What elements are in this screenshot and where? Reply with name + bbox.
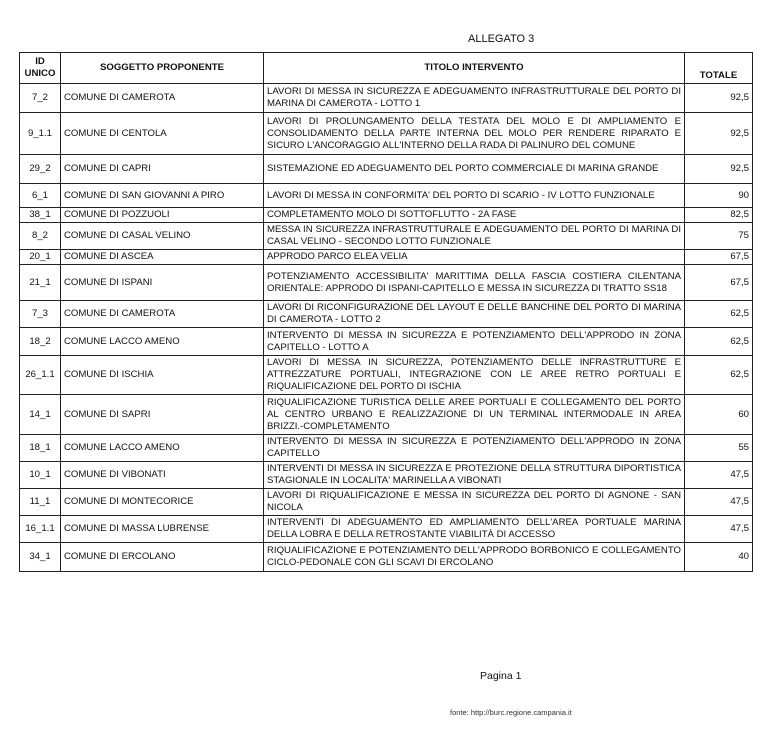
cell-id: 10_1 xyxy=(20,462,61,489)
cell-soggetto: COMUNE DI ASCEA xyxy=(61,250,264,265)
cell-id: 7_3 xyxy=(20,301,61,328)
cell-soggetto: COMUNE DI CENTOLA xyxy=(61,113,264,155)
column-header-id-line2: UNICO xyxy=(24,68,56,79)
cell-id: 26_1.1 xyxy=(20,356,61,395)
cell-totale: 47,5 xyxy=(685,489,753,516)
cell-id: 29_2 xyxy=(20,155,61,184)
cell-soggetto: COMUNE DI ISCHIA xyxy=(61,356,264,395)
cell-totale: 62,5 xyxy=(685,356,753,395)
cell-id: 7_2 xyxy=(20,84,61,113)
table-row xyxy=(20,223,753,250)
cell-totale: 75 xyxy=(685,223,753,250)
cell-titolo: APPRODO PARCO ELEA VELIA xyxy=(264,250,685,265)
cell-soggetto: COMUNE DI ISPANI xyxy=(61,265,264,301)
cell-id: 21_1 xyxy=(20,265,61,301)
cell-soggetto: COMUNE DI MONTECORICE xyxy=(61,489,264,516)
cell-soggetto: COMUNE DI CAMEROTA xyxy=(61,84,264,113)
table-row xyxy=(20,84,753,113)
cell-titolo: LAVORI DI RIQUALIFICAZIONE E MESSA IN SICUREZZA DEL PORTO DI AGNONE - SAN NICOLA xyxy=(264,489,685,516)
allegato-label: ALLEGATO 3 xyxy=(468,33,535,45)
table-row xyxy=(20,155,753,184)
cell-titolo: RIQUALIFICAZIONE TURISTICA DELLE AREE PORTUALI E COLLEGAMENTO DEL PORTO AL CENTRO URBANO E REALIZZAZIONE DI UN TERMINAL INTERMODALE IN AREA BRIZZI.-COMPLETAMENTO xyxy=(264,395,685,435)
table-row xyxy=(20,516,753,543)
cell-totale: 67,5 xyxy=(685,250,753,265)
cell-titolo: LAVORI DI MESSA IN CONFORMITA' DEL PORTO DI SCARIO - IV LOTTO FUNZIONALE xyxy=(264,184,685,208)
cell-titolo: LAVORI DI RICONFIGURAZIONE DEL LAYOUT E DELLE BANCHINE DEL PORTO DI MARINA DI CAMEROTA - LOTTO 2 xyxy=(264,301,685,328)
cell-id: 8_2 xyxy=(20,223,61,250)
table-row xyxy=(20,328,753,356)
cell-totale: 62,5 xyxy=(685,301,753,328)
cell-soggetto: COMUNE DI SAPRI xyxy=(61,395,264,435)
cell-id: 18_1 xyxy=(20,435,61,462)
table-row xyxy=(20,395,753,435)
cell-titolo: SISTEMAZIONE ED ADEGUAMENTO DEL PORTO COMMERCIALE DI MARINA GRANDE xyxy=(264,155,685,184)
cell-id: 11_1 xyxy=(20,489,61,516)
table-row xyxy=(20,184,753,208)
cell-totale: 92,5 xyxy=(685,113,753,155)
column-header-soggetto: SOGGETTO PROPONENTE xyxy=(61,53,264,84)
table-row xyxy=(20,462,753,489)
table-header-row xyxy=(20,53,753,84)
cell-soggetto: COMUNE LACCO AMENO xyxy=(61,328,264,356)
cell-titolo: INTERVENTI DI MESSA IN SICUREZZA E PROTEZIONE DELLA STRUTTURA DIPORTISTICA STAGIONALE IN LOCALITA' MARINELLA A VIBONATI xyxy=(264,462,685,489)
cell-titolo: COMPLETAMENTO MOLO DI SOTTOFLUTTO - 2A FASE xyxy=(264,208,685,223)
cell-id: 20_1 xyxy=(20,250,61,265)
cell-soggetto: COMUNE DI VIBONATI xyxy=(61,462,264,489)
table-row xyxy=(20,113,753,155)
cell-soggetto: COMUNE DI CASAL VELINO xyxy=(61,223,264,250)
cell-totale: 60 xyxy=(685,395,753,435)
cell-totale: 67,5 xyxy=(685,265,753,301)
cell-id: 18_2 xyxy=(20,328,61,356)
cell-totale: 92,5 xyxy=(685,155,753,184)
cell-titolo: POTENZIAMENTO ACCESSIBILITA' MARITTIMA DELLA FASCIA COSTIERA CILENTANA ORIENTALE: APPRODO DI ISPANI-CAPITELLO E MESSA IN SICUREZZA DI TRATTO SS18 xyxy=(264,265,685,301)
cell-titolo: LAVORI DI MESSA IN SICUREZZA E ADEGUAMENTO INFRASTRUTTURALE DEL PORTO DI MARINA DI CAMEROTA - LOTTO 1 xyxy=(264,84,685,113)
cell-totale: 40 xyxy=(685,543,753,572)
cell-totale: 47,5 xyxy=(685,516,753,543)
table-row xyxy=(20,250,753,265)
cell-totale: 92,5 xyxy=(685,84,753,113)
cell-totale: 82,5 xyxy=(685,208,753,223)
cell-id: 34_1 xyxy=(20,543,61,572)
cell-soggetto: COMUNE DI POZZUOLI xyxy=(61,208,264,223)
cell-soggetto: COMUNE DI SAN GIOVANNI A PIRO xyxy=(61,184,264,208)
cell-totale: 55 xyxy=(685,435,753,462)
table-row xyxy=(20,208,753,223)
column-header-id xyxy=(20,53,61,84)
column-header-totale: TOTALE xyxy=(685,53,753,84)
cell-id: 14_1 xyxy=(20,395,61,435)
table-row xyxy=(20,543,753,572)
cell-soggetto: COMUNE DI ERCOLANO xyxy=(61,543,264,572)
cell-titolo: LAVORI DI PROLUNGAMENTO DELLA TESTATA DEL MOLO E DI AMPLIAMENTO E CONSOLIDAMENTO DELLA PARTE INTERNA DEL MOLO PER RENDERE RIPARATO E SICURO L'ANCORAGGIO ALL'INTERNO DELLA RADA DI PALINURO DEL COMUNE xyxy=(264,113,685,155)
cell-titolo: LAVORI DI MESSA IN SICUREZZA, POTENZIAMENTO DELLE INFRASTRUTTURE E ATTREZZATURE PORTUALI, INTEGRAZIONE CON LE AREE RETRO PORTUALI E RIQUALIFICAZIONE DEL PORTO DI ISCHIA xyxy=(264,356,685,395)
cell-titolo: MESSA IN SICUREZZA INFRASTRUTTURALE E ADEGUAMENTO DEL PORTO DI MARINA DI CASAL VELINO - SECONDO LOTTO FUNZIONALE xyxy=(264,223,685,250)
cell-id: 16_1.1 xyxy=(20,516,61,543)
cell-totale: 62,5 xyxy=(685,328,753,356)
cell-soggetto: COMUNE DI CAMEROTA xyxy=(61,301,264,328)
cell-titolo: INTERVENTI DI ADEGUAMENTO ED AMPLIAMENTO DELL'AREA PORTUALE MARINA DELLA LOBRA E DELLA RETROSTANTE VIABILITÀ DI ACCESSO xyxy=(264,516,685,543)
page-number: Pagina 1 xyxy=(480,670,522,682)
cell-id: 6_1 xyxy=(20,184,61,208)
cell-soggetto: COMUNE DI CAPRI xyxy=(61,155,264,184)
cell-titolo: INTERVENTO DI MESSA IN SICUREZZA E POTENZIAMENTO DELL'APPRODO IN ZONA CAPITELLO xyxy=(264,435,685,462)
cell-titolo: RIQUALIFICAZIONE E POTENZIAMENTO DELL'APPRODO BORBONICO E COLLEGAMENTO CICLO-PEDONALE CON GLI SCAVI DI ERCOLANO xyxy=(264,543,685,572)
cell-soggetto: COMUNE LACCO AMENO xyxy=(61,435,264,462)
interventions-table xyxy=(19,52,753,572)
column-header-titolo: TITOLO INTERVENTO xyxy=(264,53,685,84)
table-row xyxy=(20,489,753,516)
cell-id: 9_1.1 xyxy=(20,113,61,155)
column-header-id-line1: ID xyxy=(35,56,45,67)
table-row xyxy=(20,301,753,328)
cell-totale: 47,5 xyxy=(685,462,753,489)
cell-totale: 90 xyxy=(685,184,753,208)
table-row xyxy=(20,265,753,301)
source-note: fonte: http://burc.regione.campania.it xyxy=(450,708,572,717)
table-row xyxy=(20,356,753,395)
table-body xyxy=(20,84,753,572)
cell-titolo: INTERVENTO DI MESSA IN SICUREZZA E POTENZIAMENTO DELL'APPRODO IN ZONA CAPITELLO - LOTTO A xyxy=(264,328,685,356)
cell-id: 38_1 xyxy=(20,208,61,223)
table-row xyxy=(20,435,753,462)
cell-soggetto: COMUNE DI MASSA LUBRENSE xyxy=(61,516,264,543)
